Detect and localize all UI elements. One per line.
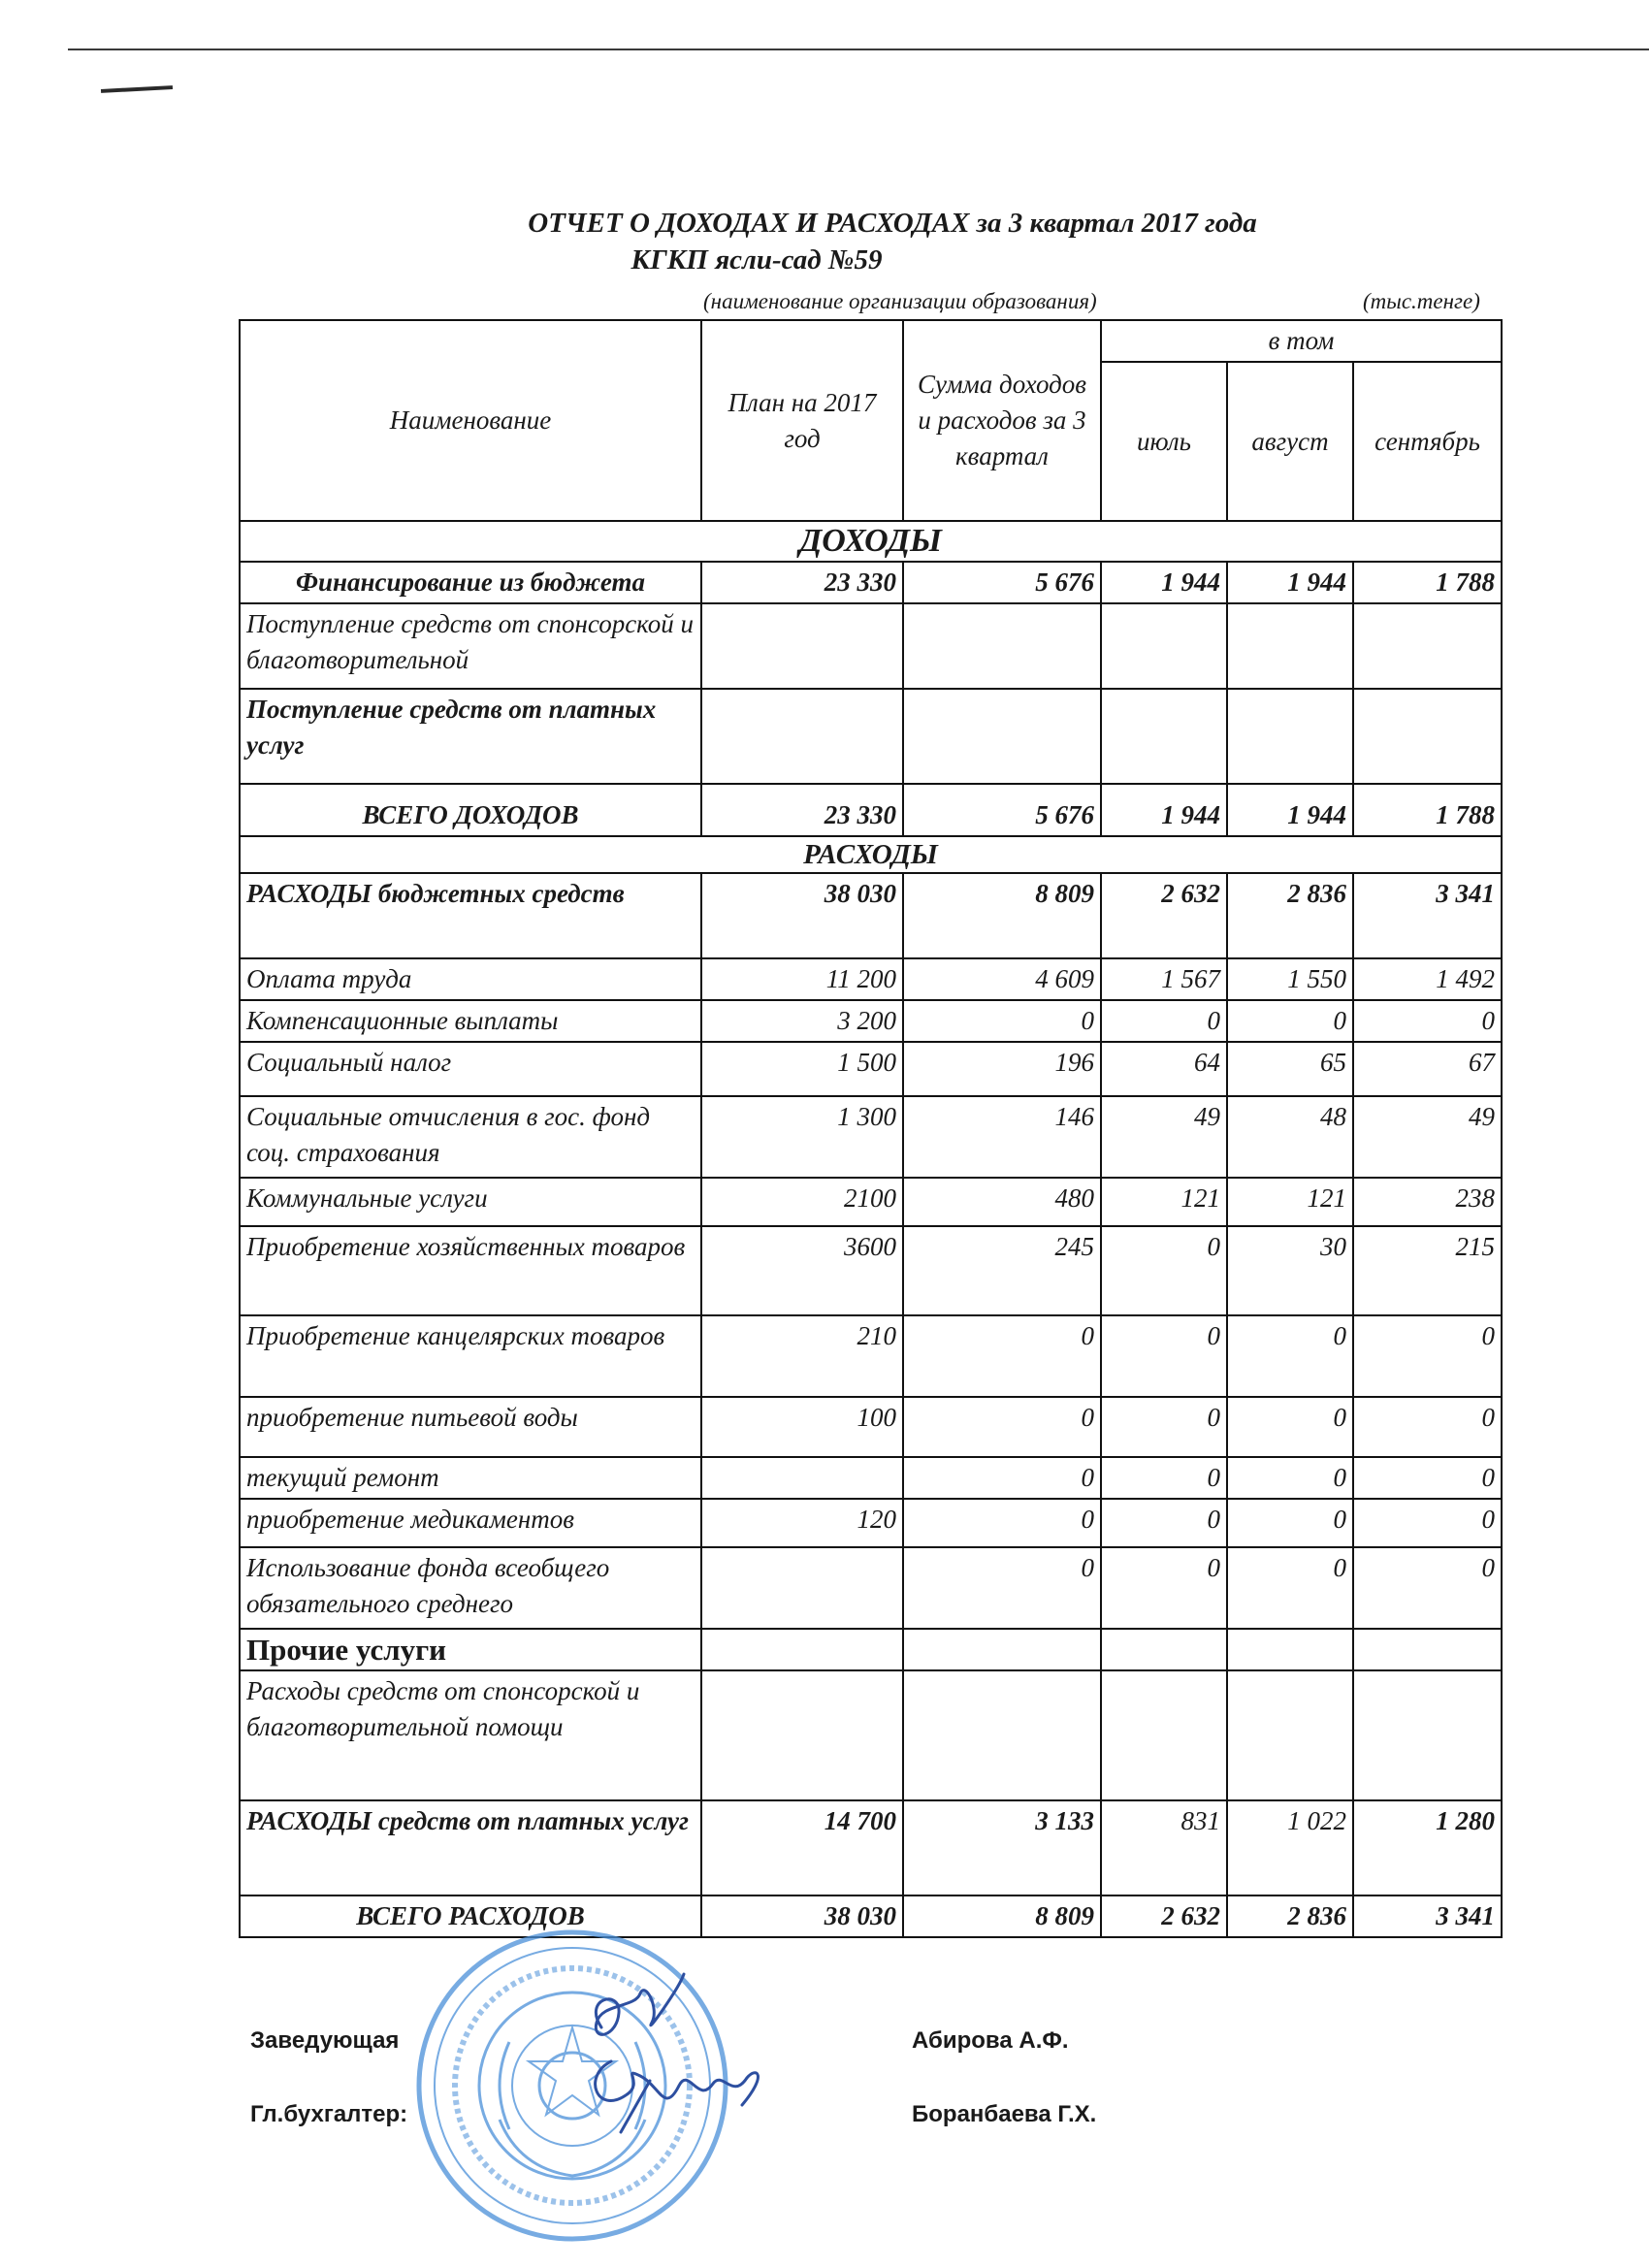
table-row: Поступление средств от спонсорской и благотворительной (240, 603, 1502, 689)
scan-mark (101, 85, 173, 93)
table-row: Приобретение хозяйственных товаров 3600 245 0 30 215 (240, 1226, 1502, 1315)
section-expenses: РАСХОДЫ (240, 836, 1502, 873)
table-row: Социальный налог 1 500 196 64 65 67 (240, 1042, 1502, 1096)
col-header-september: сентябрь (1353, 362, 1502, 521)
head-label: Заведующая (250, 2027, 400, 2054)
signature-icon (543, 1969, 776, 2134)
table-row: Оплата труда 11 200 4 609 1 567 1 550 1 492 (240, 958, 1502, 1000)
report-title: ОТЧЕТ О ДОХОДАХ И РАСХОДАХ за 3 квартал 2017 года (528, 208, 1257, 239)
sponsor-expenses-row: Расходы средств от спонсорской и благотворительной помощи (240, 1670, 1502, 1800)
units-label: (тыс.тенге) (1363, 289, 1480, 313)
other-services-row: Прочие услуги (240, 1629, 1502, 1670)
col-header-including: в том (1101, 320, 1502, 362)
accountant-label: Гл.бухгалтер: (250, 2101, 408, 2127)
table-row: Использование фонда всеобщего обязательного среднего 0 0 0 0 (240, 1547, 1502, 1629)
organization-caption: (наименование организации образования) (703, 289, 1097, 313)
table-row: приобретение медикаментов 120 0 0 0 0 (240, 1499, 1502, 1547)
col-header-sum: Сумма доходов и расходов за 3 квартал (903, 320, 1101, 521)
accountant-name: Боранбаева Г.Х. (912, 2101, 1097, 2127)
budget-expenses-row: РАСХОДЫ бюджетных средств 38 030 8 809 2 632 2 836 3 341 (240, 873, 1502, 958)
table-row: Социальные отчисления в гос. фонд соц. страхования 1 300 146 49 48 49 (240, 1096, 1502, 1178)
organization-name: КГКП ясли-сад №59 (630, 244, 883, 275)
col-header-july: июль (1101, 362, 1227, 521)
col-header-name: Наименование (240, 320, 701, 521)
section-income: ДОХОДЫ (240, 521, 1502, 562)
table-row: Компенсационные выплаты 3 200 0 0 0 0 (240, 1000, 1502, 1042)
paid-expenses-row: РАСХОДЫ средств от платных услуг 14 700 3 133 831 1 022 1 280 (240, 1800, 1502, 1895)
col-header-plan: План на 2017 год (701, 320, 903, 521)
table-row: Приобретение канцелярских товаров 210 0 0 0 0 (240, 1315, 1502, 1397)
table-row: Коммунальные услуги 2100 480 121 121 238 (240, 1178, 1502, 1226)
report-table (239, 319, 1503, 1938)
expenses-total-row: ВСЕГО РАСХОДОВ 38 030 8 809 2 632 2 836 3 341 (240, 1895, 1502, 1937)
table-row: приобретение питьевой воды 100 0 0 0 0 (240, 1397, 1502, 1457)
table-row: Поступление средств от платных услуг (240, 689, 1502, 784)
table-row: Финансирование из бюджета 23 330 5 676 1 944 1 944 1 788 (240, 562, 1502, 603)
table-row: текущий ремонт 0 0 0 0 (240, 1457, 1502, 1499)
head-name: Абирова А.Ф. (912, 2027, 1069, 2054)
income-total-row: ВСЕГО ДОХОДОВ 23 330 5 676 1 944 1 944 1 788 (240, 784, 1502, 836)
col-header-august: август (1227, 362, 1353, 521)
scan-edge-line (68, 49, 1649, 50)
